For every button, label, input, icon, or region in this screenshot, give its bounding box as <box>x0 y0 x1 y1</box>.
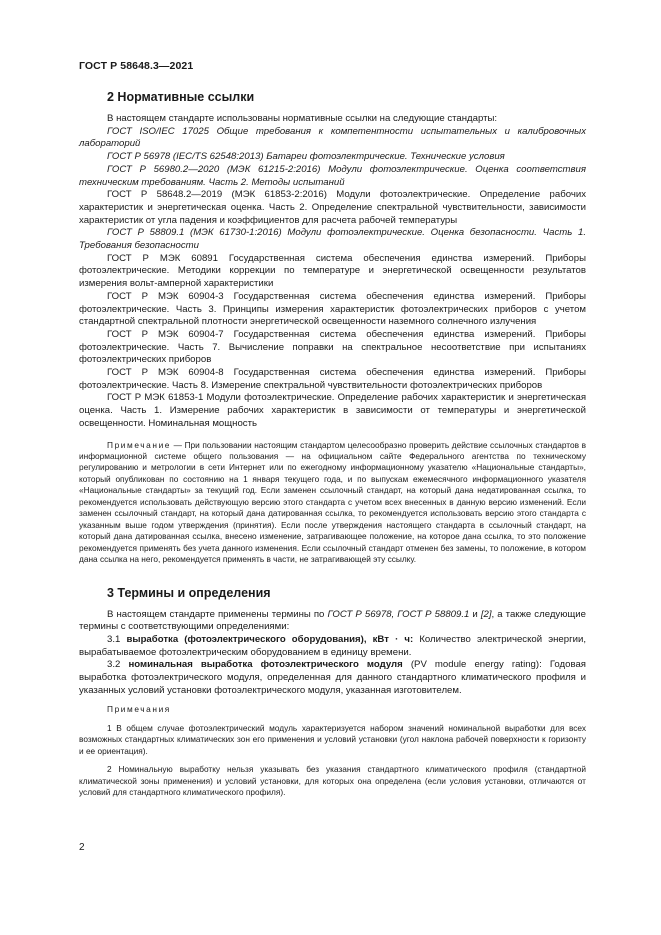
ref-56978 <box>79 151 586 164</box>
term-note-1: 1 В общем случае фотоэлектрический модуль характеризуется набором значений номинальной выработки для всех возможных стандартных климатических зон его применения и условий установки (угол наклона рабочей поверхности к горизонту и ее ориентация). <box>79 722 586 756</box>
ref-code: ГОСТ Р 58648.2—2019 (МЭК 61853-2:2016) <box>107 189 327 201</box>
intro-refs: ГОСТ Р 56978, ГОСТ Р 58809.1 <box>327 608 470 620</box>
ref-code: ГОСТ Р МЭК 60904-3 <box>107 290 224 302</box>
ref-code: ГОСТ Р МЭК 60904-7 <box>107 328 224 340</box>
ref-iso-17025 <box>79 126 586 151</box>
note-label: Примечание <box>107 439 172 450</box>
term-definition: Годовая выработка фотоэлектрического модуля, определенная для данного стандартного климатического профиля и указанных условий установки фотоэлектрического модуля, указанная изготовителем. <box>79 659 586 696</box>
term-name: выработка (фотоэлектрического оборудования), кВт · ч: <box>126 633 414 645</box>
ref-60904-8 <box>79 367 586 392</box>
note-text: — При пользовании настоящим стандартом целесообразно проверить действие ссылочных стандартов в информационной системе общего пользования — на официальном сайте Федерального агентства по техническому регулированию и метрологии в сети Интернет или по ежегодному информационному указателю «Национальные стандарты», который опубликован по состоянию на 1 января текущего года, и по выпускам ежемесячного информационного указателя «Национальные стандарты» за текущий год. Если заменен ссылочный стандарт, на который дана недатированная ссылка, то рекомендуется использовать действующую версию этого стандарта с учетом всех внесенных в данную версию изменений. Если заменен ссылочный стандарт, на который дана датированная ссылка, то рекомендуется использовать версию этого стандарта с указанным выше годом утверждения (принятия). Если после утверждения настоящего стандарта в ссылочный стандарт, на который дана датированная ссылка, внесено изменение, затрагивающее положение, на которое дана ссылка, то это положение рекомендуется применять без учета данного изменения. Если ссылочный стандарт отменен без замены, то положение, в котором дана ссылка на него, рекомендуется применять в части, не затрагивающей эту ссылку. <box>79 439 586 565</box>
ref-title: Модули фотоэлектрические. Определение рабочих характеристик и энергетическая оценка. Часть 2. Определение спектральной чувствительности, зависимости характеристик от угла падения и коэффициентов для расчета рабочей температуры <box>79 189 586 226</box>
ref-code: ГОСТ Р 56978 (IEC/TS 62548:2013) <box>107 151 264 163</box>
ref-title: Государственная система обеспечения единства измерений. Приборы фотоэлектрические. Часть 7. Вычисление поправки на спектральное несоответствие при испытаниях фотоэлектрических приборов <box>79 328 587 366</box>
ref-title: Модули фотоэлектрические. Оценка безопасности. Часть 1. Требования безопасности <box>79 227 586 252</box>
ref-56980-2 <box>79 164 586 189</box>
term-name: номинальная выработка фотоэлектрического модуля <box>128 659 403 671</box>
document-body <box>79 90 586 799</box>
ref-title: Общие требования к компетентности испытательных и калибровочных лабораторий <box>79 125 586 150</box>
ref-title: Модули фотоэлектрические. Оценка соответствия техническим требованиям. Часть 2. Методы испытаний <box>79 163 586 188</box>
ref-60891 <box>79 253 586 291</box>
intro-text: , а также следующие термины с соответствующими определениями: <box>79 608 586 633</box>
ref-title: Государственная система обеспечения единства измерений. Приборы фотоэлектрические. Часть 8. Измерение спектральной чувствительности фотоэлектрических приборов <box>79 367 587 391</box>
intro-ref-bib: [2] <box>480 608 492 620</box>
ref-code: ГОСТ Р МЭК 60904-8 <box>107 367 224 379</box>
section-2-intro: В настоящем стандарте использованы нормативные ссылки на следующие стандарты: <box>107 113 498 124</box>
ref-title: Государственная система обеспечения единства измерений. Приборы фотоэлектрические. Часть 3. Принципы измерения характеристик фотоэлектрических приборов с учетом стандартной спектральной плотности энергетической освещенности наземного солнечного излучения <box>79 290 587 328</box>
term-3-2 <box>79 659 586 697</box>
ref-title: Государственная система обеспечения единства измерений. Приборы фотоэлектрические. Методики коррекции по температуре и энергетической освещенности результатов измерения вольт-амперной характеристики <box>79 252 586 290</box>
term-3-1 <box>79 634 586 659</box>
ref-title: Батареи фотоэлектрические. Технические условия <box>266 151 505 163</box>
section-3-heading: 3 Термины и определения <box>107 585 271 600</box>
term-number: 3.2 <box>107 659 121 671</box>
ref-code: ГОСТ ISO/IEC 17025 <box>107 125 209 137</box>
ref-code: ГОСТ Р МЭК 61853-1 <box>107 392 204 404</box>
intro-text: и <box>469 608 481 620</box>
ref-61853-1 <box>79 392 586 430</box>
document-header: ГОСТ Р 58648.3—2021 <box>79 60 194 72</box>
ref-code: ГОСТ Р 58809.1 (МЭК 61730-1:2016) <box>107 227 282 239</box>
term-english: (PV module energy rating): <box>410 659 542 671</box>
notes-label: Примечания <box>107 704 171 715</box>
ref-code: ГОСТ Р 56980.2—2020 (МЭК 61215-2:2016) <box>107 163 321 175</box>
ref-58809-1 <box>79 227 586 252</box>
section-2-note <box>79 440 586 566</box>
ref-60904-7 <box>79 329 586 367</box>
ref-title: Модули фотоэлектрические. Определение рабочих характеристик и энергетическая оценка. Часть 1. Измерение рабочих характеристик в зависимости от температуры и энергетической освещенности. Номинальная мощность <box>79 392 587 429</box>
ref-code: ГОСТ Р МЭК 60891 <box>107 252 218 264</box>
term-definition: Количество электрической энергии, вырабатываемое фотоэлектрическим оборудованием в единицу времени. <box>79 633 586 658</box>
page-number: 2 <box>79 842 85 853</box>
intro-text: В настоящем стандарте применены термины по <box>107 608 328 620</box>
section-3-intro <box>79 609 586 634</box>
ref-58648-2 <box>79 189 586 227</box>
term-note-2: 2 Номинальную выработку нельзя указывать без указания стандартного климатического профиля (стандартной климатической зоны применения) и условий установки, для которых она определена (если условия установки, отличаются от условий для стандартного климатического профиля). <box>79 764 586 798</box>
term-number: 3.1 <box>107 633 121 645</box>
ref-60904-3 <box>79 291 586 329</box>
section-2-heading: 2 Нормативные ссылки <box>107 90 255 104</box>
